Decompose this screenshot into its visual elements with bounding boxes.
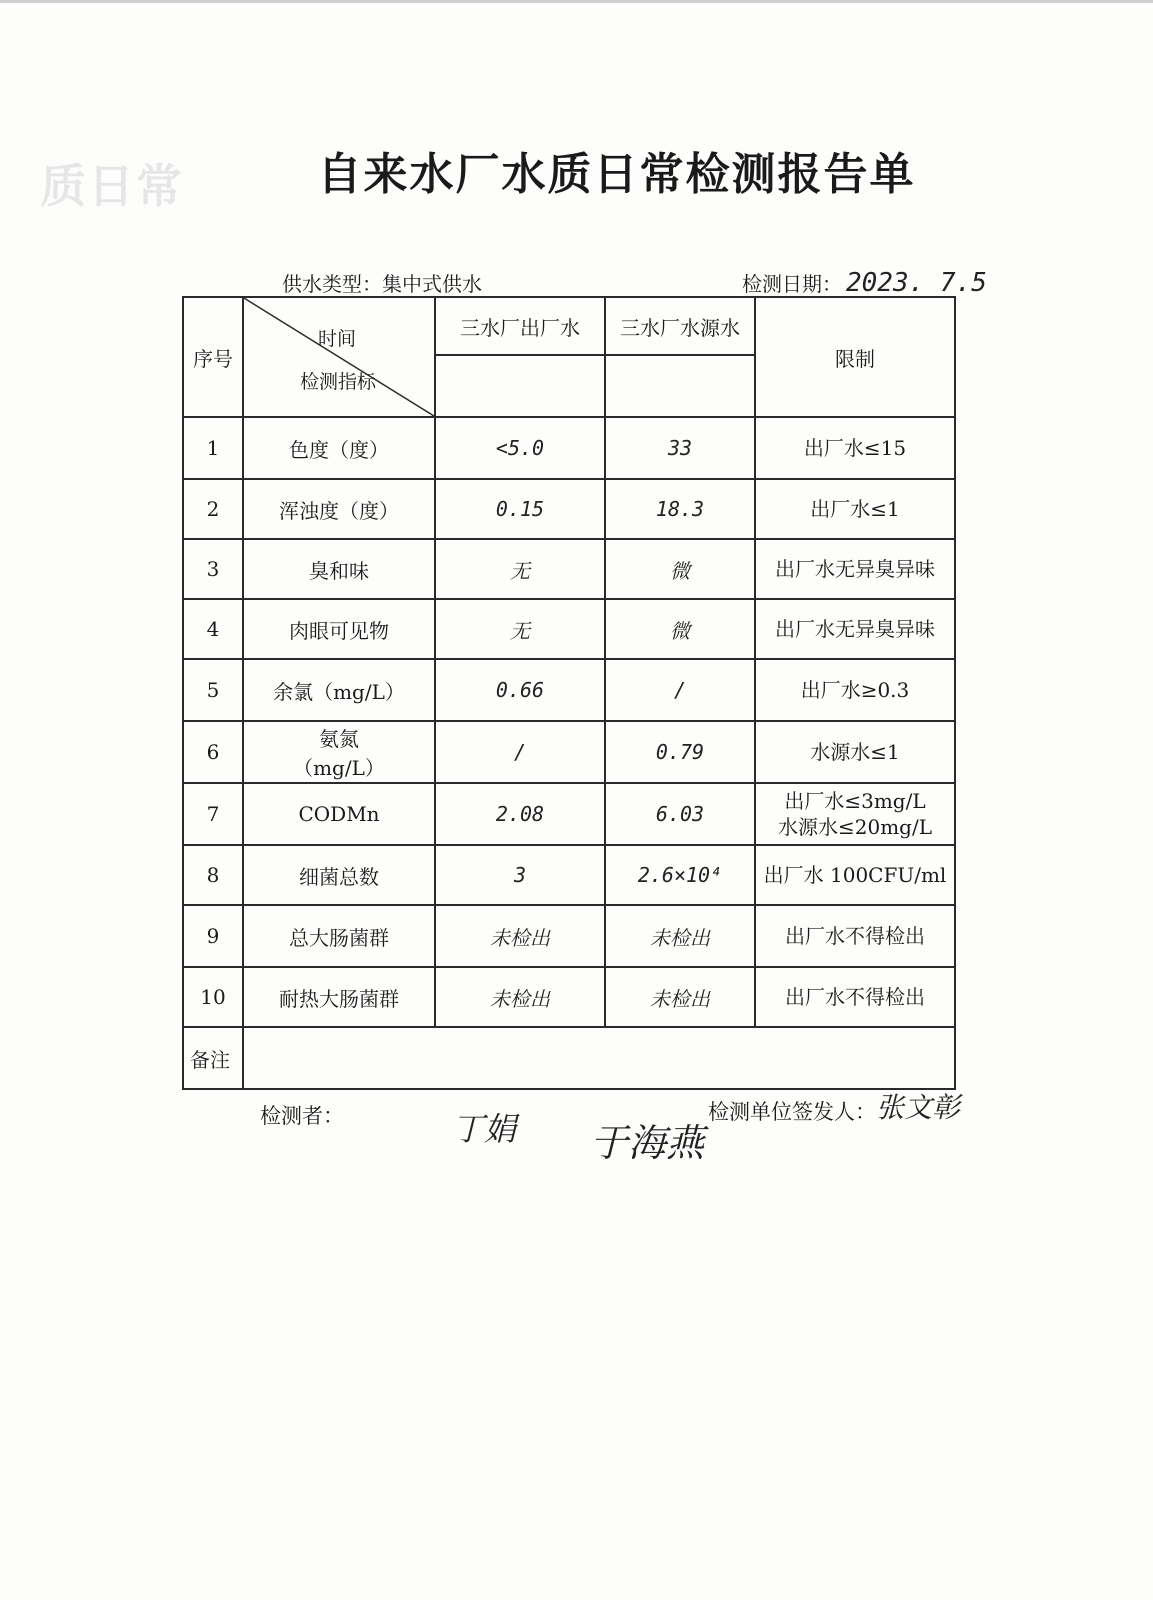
row-limit: 出厂水无异臭异味 xyxy=(755,539,955,599)
remarks-label: 备注 xyxy=(183,1027,243,1089)
row-limit-line1: 出厂水≤3mg/L xyxy=(784,789,926,813)
inspector-label: 检测者： xyxy=(260,1104,344,1128)
row-value-outlet: 无 xyxy=(435,599,605,659)
issuer-label: 检测单位签发人： xyxy=(708,1100,876,1124)
supply-type xyxy=(282,268,482,297)
row-item xyxy=(243,721,435,783)
row-value-outlet: 0.15 xyxy=(435,479,605,539)
inspector-signature-1: 丁娟 xyxy=(452,1110,517,1148)
row-no: 10 xyxy=(183,967,243,1027)
row-item-line1: 氨氮 xyxy=(319,727,359,751)
row-value-outlet: 未检出 xyxy=(435,967,605,1027)
supply-type-value: 集中式供水 xyxy=(382,272,482,296)
row-limit: 出厂水无异臭异味 xyxy=(755,599,955,659)
table-row xyxy=(183,599,955,659)
row-no: 7 xyxy=(183,783,243,845)
header-diagonal-cell xyxy=(243,297,435,417)
test-date xyxy=(742,268,987,298)
row-item: 细菌总数 xyxy=(243,845,435,905)
row-value-source: 2.6×10⁴ xyxy=(605,845,755,905)
row-limit: 出厂水≥0.3 xyxy=(755,659,955,721)
row-value-source: / xyxy=(605,659,755,721)
scan-edge xyxy=(0,0,1153,3)
header-col2: 三水厂水源水 xyxy=(605,297,755,355)
table-row xyxy=(183,783,955,845)
row-no: 6 xyxy=(183,721,243,783)
remarks-row xyxy=(183,1027,955,1089)
test-date-value: 2023. 7.5 xyxy=(846,268,987,298)
row-value-source: 微 xyxy=(605,539,755,599)
row-no: 4 xyxy=(183,599,243,659)
inspector-signature-2: 于海燕 xyxy=(590,1121,705,1165)
table-row xyxy=(183,659,955,721)
row-value-source: 未检出 xyxy=(605,905,755,967)
row-item: 臭和味 xyxy=(243,539,435,599)
table-row xyxy=(183,479,955,539)
test-date-label: 检测日期： xyxy=(742,272,842,296)
row-no: 5 xyxy=(183,659,243,721)
row-item: 肉眼可见物 xyxy=(243,599,435,659)
row-value-source: 微 xyxy=(605,599,755,659)
issuer-signature: 张文彰 xyxy=(876,1091,961,1124)
row-value-outlet: <5.0 xyxy=(435,417,605,479)
remarks-content xyxy=(243,1027,955,1089)
bleed-through-text: 质日常 xyxy=(40,159,184,213)
row-value-outlet: 未检出 xyxy=(435,905,605,967)
row-no: 8 xyxy=(183,845,243,905)
row-no: 3 xyxy=(183,539,243,599)
header-seq: 序号 xyxy=(183,297,243,417)
row-limit: 出厂水≤15 xyxy=(755,417,955,479)
row-limit xyxy=(755,783,955,845)
row-value-outlet: 0.66 xyxy=(435,659,605,721)
row-no: 2 xyxy=(183,479,243,539)
row-value-source: 未检出 xyxy=(605,967,755,1027)
report-table xyxy=(182,296,956,1090)
header-limit: 限制 xyxy=(755,297,955,417)
table-row xyxy=(183,539,955,599)
table-row xyxy=(183,905,955,967)
row-value-outlet: / xyxy=(435,721,605,783)
table-row xyxy=(183,845,955,905)
row-item: 余氯（mg/L） xyxy=(243,659,435,721)
header-col1-blank xyxy=(435,355,605,417)
supply-type-label: 供水类型： xyxy=(282,272,382,296)
row-value-source: 18.3 xyxy=(605,479,755,539)
row-limit-line2: 水源水≤20mg/L xyxy=(778,815,932,839)
row-value-source: 6.03 xyxy=(605,783,755,845)
row-item: CODMn xyxy=(243,783,435,845)
row-limit: 出厂水不得检出 xyxy=(755,967,955,1027)
header-time: 时间 xyxy=(317,328,356,350)
row-value-outlet: 无 xyxy=(435,539,605,599)
row-limit: 出厂水≤1 xyxy=(755,479,955,539)
row-value-outlet: 2.08 xyxy=(435,783,605,845)
row-limit: 出厂水 100CFU/ml xyxy=(755,845,955,905)
header-indicator: 检测指标 xyxy=(300,371,377,393)
row-item: 耐热大肠菌群 xyxy=(243,967,435,1027)
row-no: 9 xyxy=(183,905,243,967)
row-no: 1 xyxy=(183,417,243,479)
row-item: 总大肠菌群 xyxy=(243,905,435,967)
row-item-line2: （mg/L） xyxy=(293,756,385,780)
row-item: 色度（度） xyxy=(243,417,435,479)
table-row xyxy=(183,721,955,783)
header-col2-blank xyxy=(605,355,755,417)
row-value-source: 33 xyxy=(605,417,755,479)
table-row xyxy=(183,417,955,479)
header-col1: 三水厂出厂水 xyxy=(435,297,605,355)
row-item: 浑浊度（度） xyxy=(243,479,435,539)
row-limit: 出厂水不得检出 xyxy=(755,905,955,967)
row-value-source: 0.79 xyxy=(605,721,755,783)
diagonal-line xyxy=(244,298,434,416)
report-title: 自来水厂水质日常检测报告单 xyxy=(317,149,916,200)
row-limit: 水源水≤1 xyxy=(755,721,955,783)
row-value-outlet: 3 xyxy=(435,845,605,905)
table-row xyxy=(183,967,955,1027)
header-row xyxy=(183,297,955,355)
